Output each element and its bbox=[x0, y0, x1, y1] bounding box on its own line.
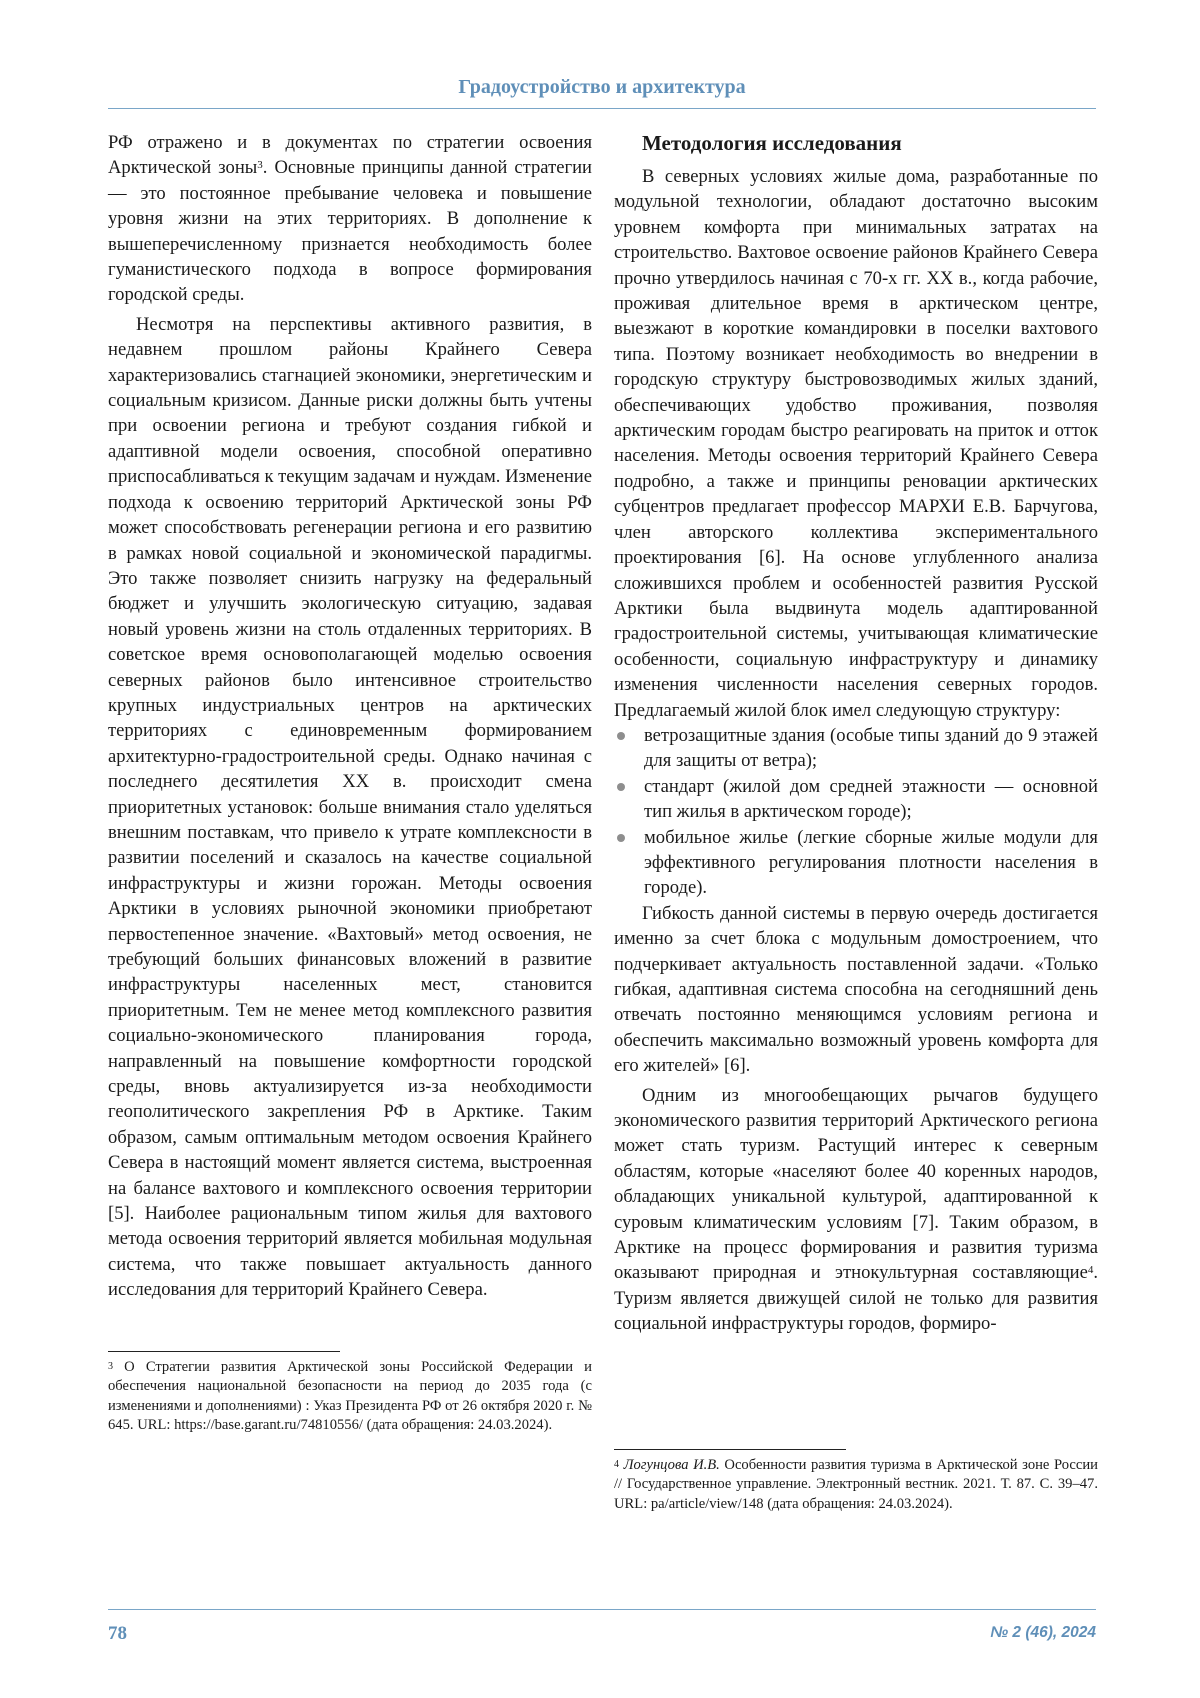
left-paragraph-1 bbox=[108, 130, 592, 308]
footer-rule bbox=[108, 1609, 1096, 1610]
footnote-rule-left bbox=[108, 1351, 340, 1352]
footnote-3-mark: 3 bbox=[108, 1361, 113, 1372]
list-item bbox=[614, 774, 1098, 825]
right-paragraph-3 bbox=[614, 1083, 1098, 1337]
footnote-rule-right bbox=[614, 1449, 846, 1450]
footnote-3 bbox=[108, 1358, 592, 1436]
left-p1-text-a: РФ отражено и в документах по стратегии освоения Арктической зоны bbox=[108, 132, 592, 179]
footnote-4-text: Особенности развития туризма в Арктической зоне России // Государственное управление. Электронный вестник. 2021. Т. 87. С. 39–47. URL: pa/article/view/148 (дата обращения: 24.03.2024). bbox=[614, 1457, 1098, 1512]
list-item-text: стандарт (жилой дом средней этажности — основной тип жилья в арктическом городе); bbox=[644, 775, 1098, 823]
footnote-ref-3[interactable]: 3 bbox=[257, 159, 263, 172]
right-paragraph-2: Гибкость данной системы в первую очередь достигается именно за счет блока с модульным домостроением, что подчеркивает актуальность поставленной задачи. «Только гибкая, адаптивная система способна на сегодняшний день отвечать постоянно меняющимся условиям региона и обеспечить максимально возможный уровень комфорта для его жителей» [6]. bbox=[614, 902, 1098, 1077]
footnote-4 bbox=[614, 1456, 1098, 1514]
right-p3-text-a: Одним из многообещающих рычагов будущего экономического развития территорий Арктического региона может стать туризм. Растущий интерес к северным областям, которые «населяют более 40 коренных народов, обладающих уникальной культурой, адаптированной к суровым климатическим условиям [7]. Таким образом, в Арктике на процесс формирования и развития туризма оказывают природная и этнокультурная составляющие bbox=[614, 1084, 1098, 1284]
structure-list bbox=[614, 723, 1098, 901]
left-paragraph-2: Несмотря на перспективы активного развития, в недавнем прошлом районы Крайнего Севера характеризовались стагнацией экономики, энергетическим и социальным кризисом. Данные риски должны быть учтены при освоении региона и требуют создания гибкой и адаптивной модели освоения, способной оперативно приспосабливаться к текущим задачам и нуждам. Изменение подхода к освоению территорий Арктической зоны РФ может способствовать регенерации региона и его развитию в рамках новой социальной и экономической парадигмы. Это также позволяет снизить нагрузку на федеральный бюджет и улучшить экологическую ситуацию, задавая новый уровень жизни на столь отдаленных территориях. В советское время основополагающей моделью освоения северных районов было интенсивное строительство крупных индустриальных центров на арктических территориях с единовременным формированием архитектурно-градостроительной среды. Однако начиная с последнего десятилетия XX в. происходит смена приоритетных установок: больше внимания стало уделяться внешним поставкам, что привело к утрате комплексности в развитии поселений и сказалось на качестве социальной инфраструктуры и жизни горожан. Методы освоения Арктики в условиях рыночной экономики приобретают первостепенное значение. «Вахтовый» метод освоения, не требующий больших финансовых вложений в развитие инфраструктуры населенных мест, становится приоритетным. Тем не менее метод комплексного развития социально-экономического планирования города, направленный на повышение комфортности городской среды, вновь актуализируется из-за необходимости геополитического закрепления РФ в Арктике. Таким образом, самым оптимальным методом освоения Крайнего Севера в настоящий момент является система, выстроенная на балансе вахтового и комплексного освоения территории [5]. Наиболее рациональным типом жилья для вахтового метода освоения территорий является мобильная модульная система, что также повышает актуальность данного исследования для территорий Крайнего Севера. bbox=[108, 313, 592, 1301]
header-rule bbox=[108, 108, 1096, 109]
footnote-4-author: Логунцова И.В. bbox=[623, 1457, 720, 1473]
bullet-icon bbox=[617, 732, 625, 740]
running-header: Градоустройство и архитектура bbox=[458, 76, 746, 98]
bullet-icon bbox=[617, 783, 625, 791]
left-column bbox=[108, 130, 592, 1303]
list-item-text: мобильное жилье (легкие сборные жилые модули для эффективного регулирования плотности населения в городе). bbox=[644, 826, 1098, 899]
footnote-ref-4[interactable]: 4 bbox=[1087, 1264, 1094, 1277]
list-item bbox=[614, 825, 1098, 901]
list-item bbox=[614, 723, 1098, 774]
bullet-icon bbox=[617, 834, 625, 842]
right-paragraph-1: В северных условиях жилые дома, разработанные по модульной технологии, обладают достаточно высоким уровнем комфорта при минимальных затратах на строительство. Вахтовое освоение районов Крайнего Севера прочно утвердилось начиная с 70-х гг. XX в., когда рабочие, проживая длительное время в арктическом центре, выезжают в короткие командировки в поселки вахтового типа. Поэтому возникает необходимость во внедрении в городскую структуру быстровозводимых жилых зданий, обеспечивающих удобство проживания, позволяя арктическим городам быстро реагировать на приток и отток населения. Методы освоения территорий Крайнего Севера подробно, а также и принципы реновации арктических субцентров предлагает профессор МАРХИ Е.В. Барчугова, член авторского коллектива экспериментального проектирования [6]. На основе углубленного анализа сложившихся проблем и особенностей развития Русской Арктики была выдвинута модель адаптированной градостроительной системы, учитывающая климатические особенности, социальную инфраструктуру и динамику изменения численности населения северных городов. Предлагаемый жилой блок имел следующую структуру: bbox=[614, 166, 1098, 721]
footnote-4-mark: 4 bbox=[614, 1459, 619, 1470]
left-p1-text-b: . Основные принципы данной стратегии — это постоянное пребывание человека и повышение уровня жизни на этих территориях. В дополнение к вышеперечисленному признается необходимость более гуманистического подхода в вопросе формирования городской среды. bbox=[108, 157, 592, 306]
right-p3-text-b: . Туризм является движущей силой не только для развития социальной инфраструктуры городов, формиро- bbox=[614, 1262, 1098, 1335]
footnote-3-text: О Стратегии развития Арктической зоны Российской Федерации и обеспечения национальной безопасности на период до 2035 года (с изменениями и дополнениями) : Указ Президента РФ от 26 октября 2020 г. № 645. URL: https://base.garant.ru/74810556/ (дата обращения: 24.03.2024). bbox=[108, 1359, 592, 1434]
section-title: Методология исследования bbox=[642, 131, 902, 155]
issue-label: № 2 (46), 2024 bbox=[990, 1624, 1096, 1641]
list-item-text: ветрозащитные здания (особые типы зданий до 9 этажей для защиты от ветра); bbox=[644, 724, 1098, 772]
right-column bbox=[614, 130, 1098, 1337]
page-number: 78 bbox=[108, 1623, 127, 1644]
